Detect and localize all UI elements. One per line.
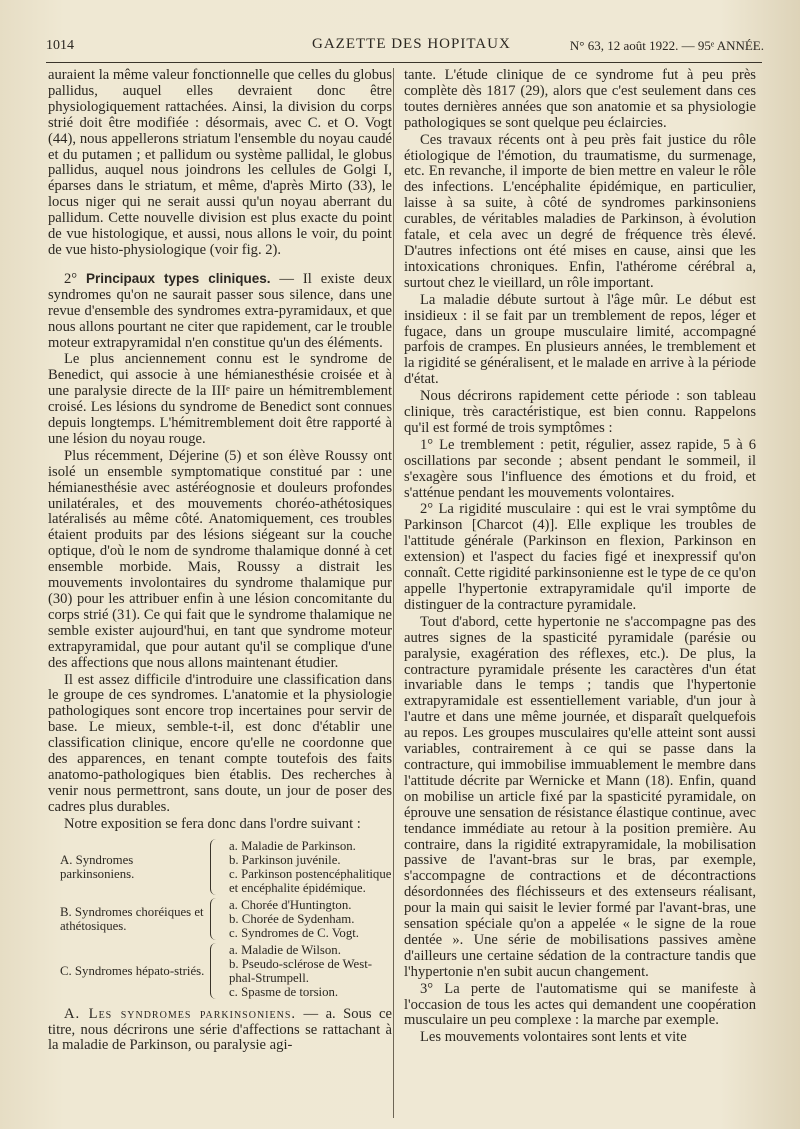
paragraph: Le plus anciennement connu est le syndrome de Benedict, qui associe à une hémianesthésie croisée et à une paralysie directe de la IIIᵉ paire un hémitremblement croisé. Les lésions du syndrome de Benedict sont connues depuis longtemps. L'hémitremblement doit être rapporté à une lésion du noyau rouge. <box>48 351 392 447</box>
paragraph: auraient la même valeur fonctionnelle que celles du globus pallidus, auquel elles devraient donc être physiologiquement rattachées. Ainsi, la division du corps strié doit être modifiée : désormais, avec C. et O. Vogt (44), nous appellerons striatum l'ensemble du noyau caudé et du putamen ; et pallidum ou système pallidal, le globus pallidus, auquel nous joindrons les cellules de Golgi I, éparses dans le striatum, et même, d'après Mirto (33), le locus niger qui ne serait aussi qu'un noyau aberrant du pallidum. Cette nouvelle division est plus exacte du point de vue histologique, et aussi, nous allons le voir, du point de vue histo-physiologique (voir fig. 2). <box>48 67 392 258</box>
paragraph: Les mouvements volontaires sont lents et vite <box>420 1029 687 1046</box>
page-number: 1014 <box>46 38 74 53</box>
group-name: C. Syndromes hépato-striés. <box>60 963 205 978</box>
paragraph: Notre exposition se fera donc dans l'ordre suivant : <box>64 815 361 832</box>
group-item: a. Chorée d'Huntington. <box>229 897 352 912</box>
classification-group <box>48 898 392 940</box>
group-item: c. Syndromes de C. Vogt. <box>229 925 359 940</box>
left-column <box>48 68 392 1054</box>
subsection-text: — a. Sous ce titre, nous décrirons une série d'affections se rattachant à la maladie de Parkinson, ou paralysie agi- <box>48 1005 392 1054</box>
brace <box>210 898 225 940</box>
brace <box>210 943 225 999</box>
section-number: 2° <box>64 270 87 287</box>
classification-group <box>48 943 392 999</box>
group-item: a. Maladie de Wilson. <box>229 942 341 957</box>
group-item: c. Spasme de torsion. <box>229 984 339 999</box>
paragraph: Plus récemment, Déjerine (5) et son élève Roussy ont isolé un ensemble symptomatique constitué par : une hémianesthésie avec astéréognosie et douleurs profondes unilatérales, et des mouvements choréo-athétosiques latéralisés au même côté. Anatomiquement, ces troubles étaient produits par des lésions siégeant sur la couche optique, d'où le nom de syndrome thalamique donné à cet ensemble morbide. Mais, Roussy a distrait les mouvements involontaires du syndrome thalamique pur (30) pour les attribuer enfin à une lésion concomitante du corps strié (31). Ce qui fait que le syndrome thalamique ne semble exister aujourd'hui, en tant que syndrome moteur extrapyramidal, que pour autant qu'il se complique d'une des affections que nous allons maintenant étudier. <box>48 447 392 671</box>
journal-title: GAZETTE DES HOPITAUX <box>312 36 511 52</box>
subsection-paragraph <box>48 1007 392 1055</box>
page-header <box>46 34 764 56</box>
group-items <box>229 943 392 999</box>
paragraph: 2° La rigidité musculaire : qui est le vrai symptôme du Parkinson [Charcot (4)]. Elle explique les troubles de l'attitude générale (Parkinson en flexion, Parkinson en extension) et l'aspect du facies figé et inexpressif qu'on connaît. Cette rigidité parkinsonienne est le type de ce qu'on appelle l'hypertonie extrapyramidale qu'il importe de distinguer de la contracture pyramidale. <box>404 501 756 613</box>
paragraph: La maladie débute surtout à l'âge mûr. Le début est insidieux : il se fait par un tremblement de repos, léger et fugace, dans un groupe musculaire limité, accompagné parfois de crampes. En plusieurs années, le tremblement et la rigidité se généralisent, et le malade en arrive à la période d'état. <box>404 291 756 388</box>
group-item: b. Pseudo-sclérose de West-phal-Strumpell. <box>229 956 373 985</box>
group-name: A. Syndromes parkinsoniens. <box>60 852 135 881</box>
group-item: b. Parkinson juvénile. <box>229 852 341 867</box>
right-column <box>404 68 756 1046</box>
paragraph: 1° Le tremblement : petit, régulier, assez rapide, 5 à 6 oscillations par seconde ; absent pendant le sommeil, il s'exagère sous l'influence des émotions et du froid, et s'atténue pendant les mouvements volontaires. <box>404 436 756 501</box>
paragraph: Tout d'abord, cette hypertonie ne s'accompagne pas des autres signes de la spasticité pyramidale (parésie ou paralysie, exagération des réflexes, etc.). De plus, la contracture pyramidale présente les caractères d'un état invariable dans le temps ; tandis que l'hypertonie extrapyramidale est essentiellement variable, d'un jour à l'autre et dans une même journée, et disparaît quelquefois au repos. Les groupes musculaires qu'elle atteint sont aussi variables, contrairement à ce qui se passe dans la contracture, qui immobilise immuablement le membre dans l'attitude décrite par Wernicke et Mann (18). Enfin, quand on mobilise un article fixé par la spasticité pyramidale, on éprouve une sensation de résistance élastique continue, avec tendance immédiate au retour à la position première. Au contraire, dans la rigidité extrapyramidale, la mobilisation passive de l'avant-bras sur le bras, par exemple, s'accompagne de contractions et de décontractions désordonnées des fléchisseurs et des extenseurs réalisant, pour la main qui saisit le levier formé par l'avant-bras, une sensation spéciale qu'on a appelée « le signe de la roue dentée ». Une série de mobilisations passives amène d'ailleurs une certaine sédation de la contracture tandis que l'hypertonie n'en subit aucun changement. <box>404 613 756 980</box>
group-item: b. Chorée de Sydenham. <box>229 911 355 926</box>
section-heading-paragraph <box>48 271 392 352</box>
header-rule <box>46 62 762 63</box>
column-divider <box>393 68 394 1118</box>
classification-table <box>48 839 392 999</box>
section-title: Principaux types cliniques. <box>86 270 271 286</box>
group-item: c. Parkinson postencéphalitique et encéphalite épidémique. <box>229 866 392 895</box>
paragraph: Nous décrirons rapidement cette période : son tableau clinique, très caractéristique, est bien connu. Rappelons qu'il est formé de trois symptômes : <box>404 388 756 436</box>
paragraph: Il est assez difficile d'introduire une classification dans le groupe de ces syndromes. L'anatomie et la physiologie pathologiques sont encore trop incertaines pour servir de base. Le mieux, semble-t-il, est donc d'établir une classification clinique, encore qu'elle ne coordonne que des apparences, en tenant compte toutefois des faits anatomo-pathologiques bien établis. Des recherches à venir nous permettront, sans doute, un jour de poser des cadres plus durables. <box>48 671 392 815</box>
group-items <box>229 898 392 940</box>
group-item: a. Maladie de Parkinson. <box>229 838 356 853</box>
group-name: B. Syndromes choréiques et athétosiques. <box>60 904 204 933</box>
section-text: — Il existe deux syndromes qu'on ne saurait passer sous silence, dans une revue d'ensemble des syndromes extra-pyramidaux, et que nous allons pourtant ne citer que rapidement, car le trouble moteur extrapyramidal n'en constitue qu'un des éléments. <box>48 270 392 351</box>
paragraph: tante. L'étude clinique de ce syndrome fut à peu près complète dès 1817 (29), alors que c'est seulement dans ces toutes dernières années que son anatomie et sa physiologie pathologiques se sont quelque peu éclaircies. <box>404 67 756 131</box>
classification-group <box>48 839 392 895</box>
group-items <box>229 839 392 895</box>
paragraph: 3° La perte de l'automatisme qui se manifeste à l'occasion de tous les actes qui demandent une coopération musculaire un peu complexe : la marche par exemple. <box>404 980 756 1029</box>
paragraph: Ces travaux récents ont à peu près fait justice du rôle étiologique de l'émotion, du traumatisme, du surmenage, etc. En revanche, il importe de bien mettre en valeur le rôle des infections. L'encéphalite épidémique, en particulier, laisse à sa suite, à côté de syndromes parkinsoniens curables, de véritables maladies de Parkinson, à évolution fatale, et cela avec un degré de fréquence très élevé. D'autres infections ont été mises en cause, ainsi que les intoxications chroniques. Enfin, l'athérome cérébral a, surtout chez le vieillard, un rôle important. <box>404 131 756 291</box>
issue-info: N° 63, 12 août 1922. — 95ᵉ ANNÉE. <box>569 38 764 53</box>
brace <box>210 839 225 895</box>
subsection-title: A. Les syndromes parkinsoniens. <box>64 1005 297 1022</box>
